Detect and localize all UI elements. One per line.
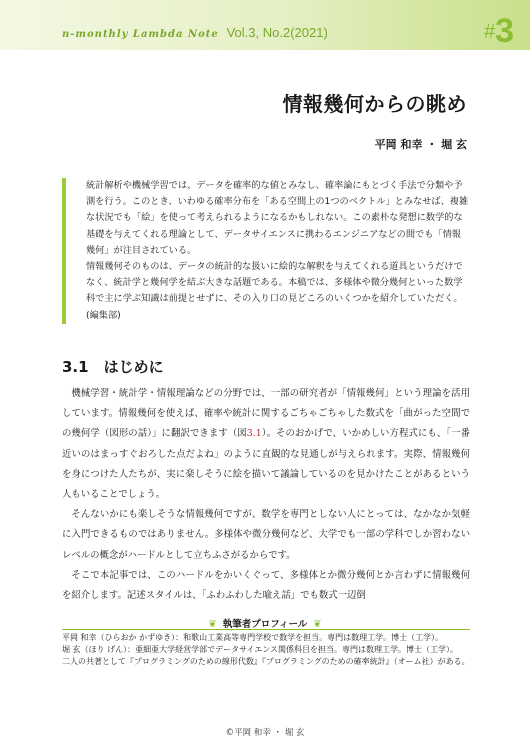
article-title: 情報幾何からの眺め bbox=[282, 92, 467, 116]
profile-line: 二人の共著として『プログラミングのための線形代数』『プログラミングのための確率統計』（オーム社）がある。 bbox=[62, 657, 470, 667]
leaf-icon: ❦ bbox=[208, 619, 217, 630]
profile-line: 平岡 和幸（ひらおか かずゆき）：和歌山工業高等専門学校で数学を担当。専門は数理工学。博士（工学）。 bbox=[62, 633, 444, 642]
abstract-box bbox=[62, 178, 470, 324]
profile-heading-text: 執筆者プロフィール bbox=[222, 619, 308, 630]
body-text: 機械学習・統計学・情報理論などの分野では、一部の研究者が「情報幾何」という理論を活用しています。情報幾何を使えば、確率や統計に関するごちゃごちゃした数式を「曲がった空間での幾何学（図形の話）」に翻訳できます（図 bbox=[62, 388, 470, 440]
profile-heading bbox=[0, 616, 530, 630]
body-paragraph: そこで本記事では、このハードルをかいくぐって、多様体とか微分幾何とか言わずに情報幾何を紹介します。記述スタイルは、「ふわふわした喩え話」でも数式一辺倒 bbox=[62, 569, 470, 602]
section-heading: 3.1 はじめに bbox=[62, 358, 164, 376]
author-profile bbox=[62, 632, 470, 669]
body-paragraph: そんないかにも楽しそうな情報幾何ですが、数学を専門としない人にとっては、なかなか気軽に入門できるものではありません。多様体や微分幾何など、大学でも一部の学科でしか習わないレベルの概念がハードルとして立ちふさがるからです。 bbox=[62, 509, 470, 561]
issue-number: 3 bbox=[495, 12, 514, 50]
volume-info: Vol.3, No.2(2021) bbox=[226, 25, 328, 40]
running-header bbox=[62, 26, 328, 42]
issue-badge bbox=[484, 12, 514, 51]
profile-line: 堀 玄（ほり げん）：亜細亜大学経営学部でデータサイエンス関係科目を担当。専門は数理工学。博士（工学）。 bbox=[62, 645, 458, 655]
abstract-paragraph: 統計解析や機械学習では、データを確率的な値とみなし、確率論にもとづく手法で分類や予測を行う。このとき、いわゆる確率分布を「ある空間上の1つのベクトル」とみなせば、複雑な状況でも「絵」を使って考えられるようになるかもしれない。この素朴な発想に数学的な基礎を与えてくれる理論として、データサイエンスに携わるエンジニアなどの間でも「情報幾何」が注目されている。 bbox=[86, 180, 469, 256]
figure-reference-link[interactable]: 3.1 bbox=[246, 428, 262, 440]
magazine-name: n-monthly Lambda Note bbox=[62, 29, 219, 40]
body-text: ）。そのおかげで、いかめしい方程式にも、「一番近いのはまっすぐおろした点だよね」のように直観的な見通しが与えられます。実際、情報幾何を身につけた人たちが、実に楽しそうに絵を描いて議論しているのを見かけたことがあるという人もいることでしょう。 bbox=[62, 428, 470, 501]
leaf-icon: ❦ bbox=[313, 619, 322, 630]
page-footer: ©平岡 和幸 ・ 堀 玄 bbox=[225, 728, 305, 738]
issue-hash: # bbox=[483, 21, 496, 43]
article-authors: 平岡 和幸 ・ 堀 玄 bbox=[374, 138, 467, 151]
profile-divider bbox=[62, 629, 470, 630]
body-paragraph bbox=[62, 384, 470, 505]
abstract-paragraph: 情報幾何そのものは、データの統計的な扱いに絵的な解釈を与えてくれる道具というだけでなく、統計学と幾何学を結ぶ大きな話題である。本稿では、多様体や微分幾何といった数学科で主に学ぶ知識は前提とせずに、その入り口の見どころのいくつかを紹介していただく。(編集部) bbox=[86, 261, 463, 321]
article-body bbox=[62, 384, 470, 606]
